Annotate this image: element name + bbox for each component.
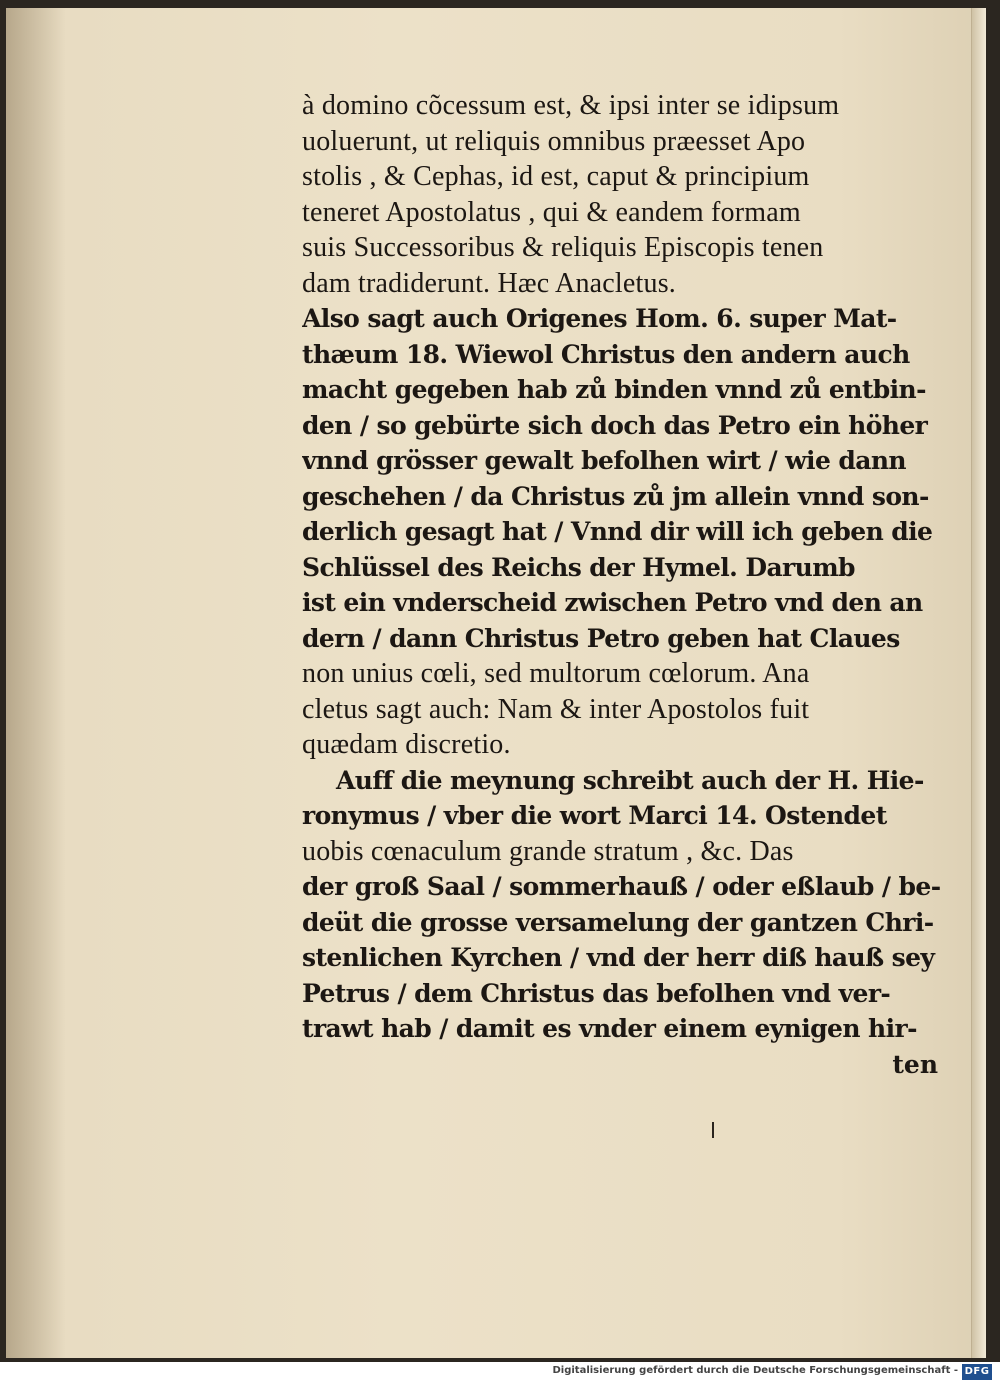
text-line-17: non unius cœli, sed multorum cœlorum. Ana xyxy=(302,658,810,689)
text-line-12: geschehen / da Christus zů jm allein vnnd son- xyxy=(302,481,929,511)
text-line-20: Auff die meynung schreibt auch der H. Hie- xyxy=(336,765,924,795)
text-line-11: vnnd grösser gewalt befolhen wirt / wie dann xyxy=(302,446,906,475)
text-line-14: Schlüssel des Reichs der Hymel. Darumb xyxy=(302,552,855,582)
text-line-1: à domino cõcessum est, & ipsi inter se idipsum xyxy=(302,90,840,121)
funding-notice: Digitalisierung gefördert durch die Deutsche Forschungsgemeinschaft - xyxy=(552,1365,958,1376)
text-line-24: deüt die grosse versamelung der gantzen Chri- xyxy=(302,907,934,937)
text-line-15: ist ein vnderscheid zwischen Petro vnd den an xyxy=(302,588,923,617)
catchword: ten xyxy=(892,1049,938,1079)
page-text xyxy=(302,88,942,1082)
text-line-22: uobis cœnaculum grande stratum , &c. Das xyxy=(302,835,794,867)
text-line-7: Also sagt auch Origenes Hom. 6. super Mat- xyxy=(302,304,897,333)
text-line-23: der groß Saal / sommerhauß / oder eßlaub / be- xyxy=(302,872,941,901)
text-line-5: suis Successoribus & reliquis Episcopis tenen xyxy=(302,232,824,263)
dfg-logo-icon: DFG xyxy=(962,1364,992,1380)
text-line-2: uoluerunt, ut reliquis omnibus præesset Apo xyxy=(302,125,806,157)
printer-mark xyxy=(712,1122,714,1138)
text-line-4: teneret Apostolatus , qui & eandem formam xyxy=(302,196,801,228)
book-page xyxy=(6,8,986,1358)
text-line-26: Petrus / dem Christus das befolhen vnd ver- xyxy=(302,978,891,1008)
text-line-25: stenlichen Kyrchen / vnd der herr diß hauß sey xyxy=(302,943,935,972)
text-line-27: trawt hab / damit es vnder einem eynigen hir- xyxy=(302,1014,917,1043)
page-gutter-shadow xyxy=(6,8,66,1358)
text-line-18: cletus sagt auch: Nam & inter Apostolos fuit xyxy=(302,693,810,725)
text-line-19: quædam discretio. xyxy=(302,729,511,760)
text-line-3: stolis , & Cephas, id est, caput & principium xyxy=(302,161,810,192)
text-line-10: den / so gebürte sich doch das Petro ein höher xyxy=(302,410,928,440)
digitization-footer xyxy=(0,1362,1000,1383)
text-line-8: thæum 18. Wiewol Christus den andern auch xyxy=(302,339,910,369)
text-line-16: dern / dann Christus Petro geben hat Claues xyxy=(302,623,900,653)
page-edge xyxy=(971,8,986,1358)
text-line-9: macht gegeben hab zů binden vnnd zů entbin- xyxy=(302,375,926,404)
text-line-13: derlich gesagt hat / Vnnd dir will ich geben die xyxy=(302,517,933,546)
text-line-21: ronymus / vber die wort Marci 14. Ostendet xyxy=(302,801,887,830)
text-line-6: dam tradiderunt. Hæc Anacletus. xyxy=(302,267,676,299)
